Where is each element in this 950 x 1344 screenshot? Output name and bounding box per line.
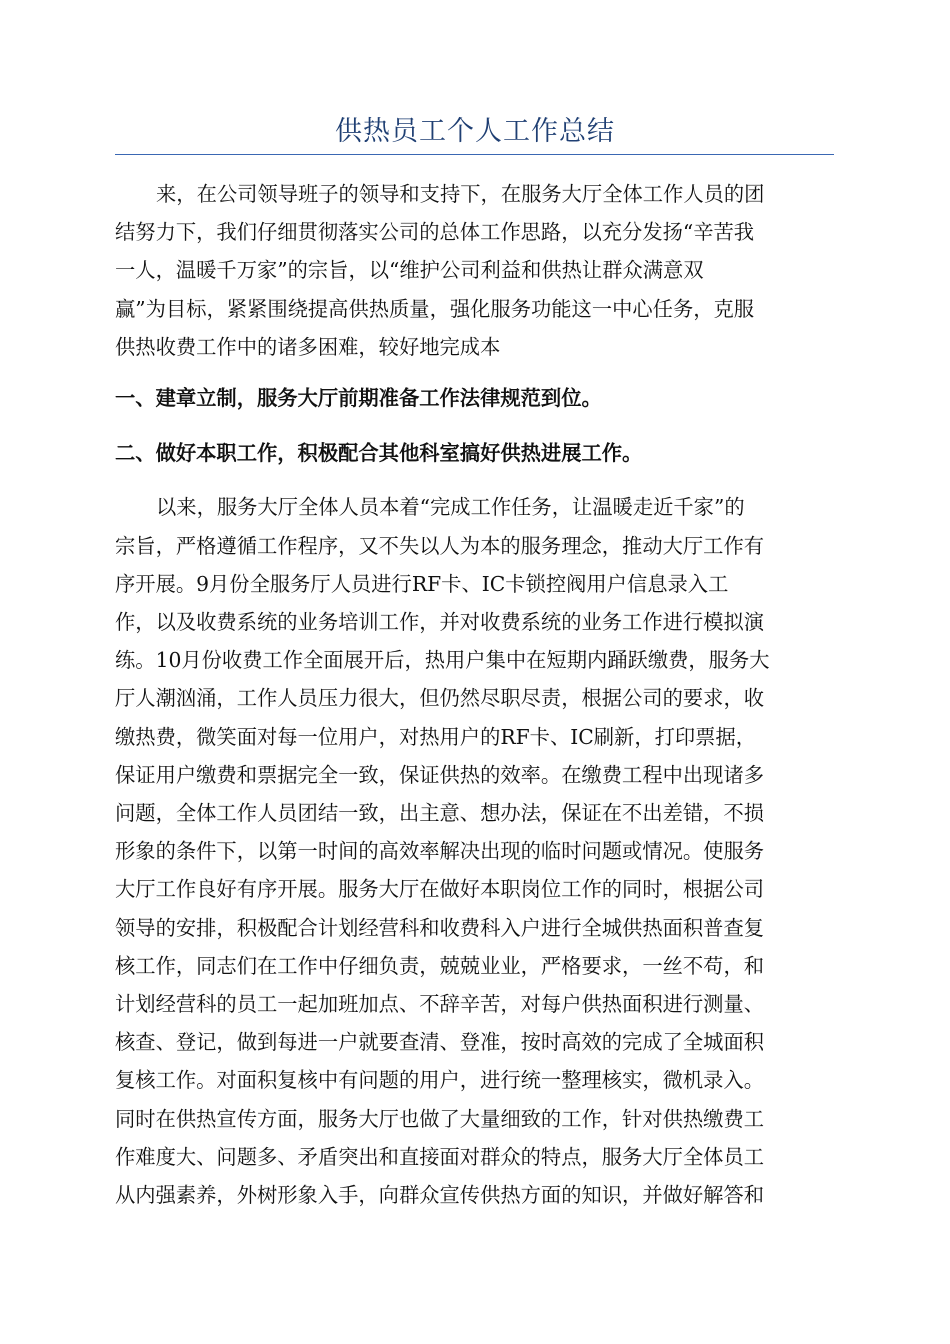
- paragraph-line: 一人，温暖千万家”的宗旨，以“维护公司利益和供热让群众满意双: [115, 258, 704, 283]
- paragraph-line: 保证用户缴费和票据完全一致，保证供热的效率。在缴费工程中出现诸多: [115, 762, 765, 787]
- paragraph-line: 同时在供热宣传方面，服务大厅也做了大量细致的工作，针对供热缴费工: [115, 1106, 765, 1131]
- paragraph-line: 作，以及收费系统的业务培训工作，并对收费系统的业务工作进行模拟演: [115, 610, 765, 635]
- paragraph-line: 计划经营科的员工一起加班加点、不辞辛苦，对每户供热面积进行测量、: [115, 992, 765, 1017]
- paragraph-line: 供热收费工作中的诸多困难，较好地完成本: [115, 334, 501, 359]
- document-title: 供热员工个人工作总结: [335, 116, 615, 147]
- paragraph-line: 大厅工作良好有序开展。服务大厅在做好本职岗位工作的同时，根据公司: [115, 877, 765, 902]
- intro-paragraph: [115, 175, 835, 366]
- paragraph-line: 序开展。9月份全服务厅人员进行RF卡、IC卡锁控阀用户信息录入工: [115, 571, 729, 596]
- paragraph-line: 核查、登记，做到每进一户就要查清、登准，按时高效的完成了全城面积: [115, 1030, 765, 1055]
- paragraph-line: 复核工作。对面积复核中有问题的用户，进行统一整理核实，微机录入。: [115, 1068, 765, 1093]
- paragraph-line: 问题，全体工作人员团结一致，出主意、想办法，保证在不出差错，不损: [115, 801, 765, 826]
- paragraph-line: 形象的条件下，以第一时间的高效率解决出现的临时问题或情况。使服务: [115, 839, 765, 864]
- paragraph-line: 以来，服务大厅全体人员本着“完成工作任务，让温暖走近千家”的: [156, 495, 745, 520]
- paragraph-line: 厅人潮汹涌，工作人员压力很大，但仍然尽职尽责，根据公司的要求，收: [115, 686, 765, 711]
- title-underline: [115, 154, 834, 155]
- paragraph-line: 作难度大、问题多、矛盾突出和直接面对群众的特点，服务大厅全体员工: [115, 1144, 765, 1169]
- section-heading-2: 二、做好本职工作，积极配合其他科室搞好供热进展工作。: [115, 441, 643, 466]
- paragraph-line: 核工作，同志们在工作中仔细负责，兢兢业业，严格要求，一丝不苟，和: [115, 953, 765, 978]
- paragraph-line: 赢”为目标，紧紧围绕提高供热质量，强化服务功能这一中心任务，克服: [115, 296, 755, 321]
- paragraph-line: 领导的安排，积极配合计划经营科和收费科入户进行全城供热面积普查复: [115, 915, 765, 940]
- section-heading-1: 一、建章立制，服务大厅前期准备工作法律规范到位。: [115, 386, 602, 411]
- paragraph-line: 结努力下，我们仔细贯彻落实公司的总体工作思路，以充分发扬“辛苦我: [115, 220, 755, 245]
- paragraph-line: 练。10月份收费工作全面展开后，热用户集中在短期内踊跃缴费，服务大: [115, 648, 770, 673]
- document-body: [115, 175, 835, 1214]
- paragraph-line: 缴热费，微笑面对每一位用户，对热用户的RF卡、IC刷新，打印票据，: [115, 724, 757, 749]
- paragraph-line: 来，在公司领导班子的领导和支持下，在服务大厅全体工作人员的团: [156, 182, 765, 206]
- paragraph-line: 从内强素养，外树形象入手，向群众宣传供热方面的知识，并做好解答和: [115, 1183, 765, 1208]
- body-paragraph: [115, 488, 835, 1214]
- paragraph-line: 宗旨，严格遵循工作程序，又不失以人为本的服务理念，推动大厅工作有: [115, 533, 765, 558]
